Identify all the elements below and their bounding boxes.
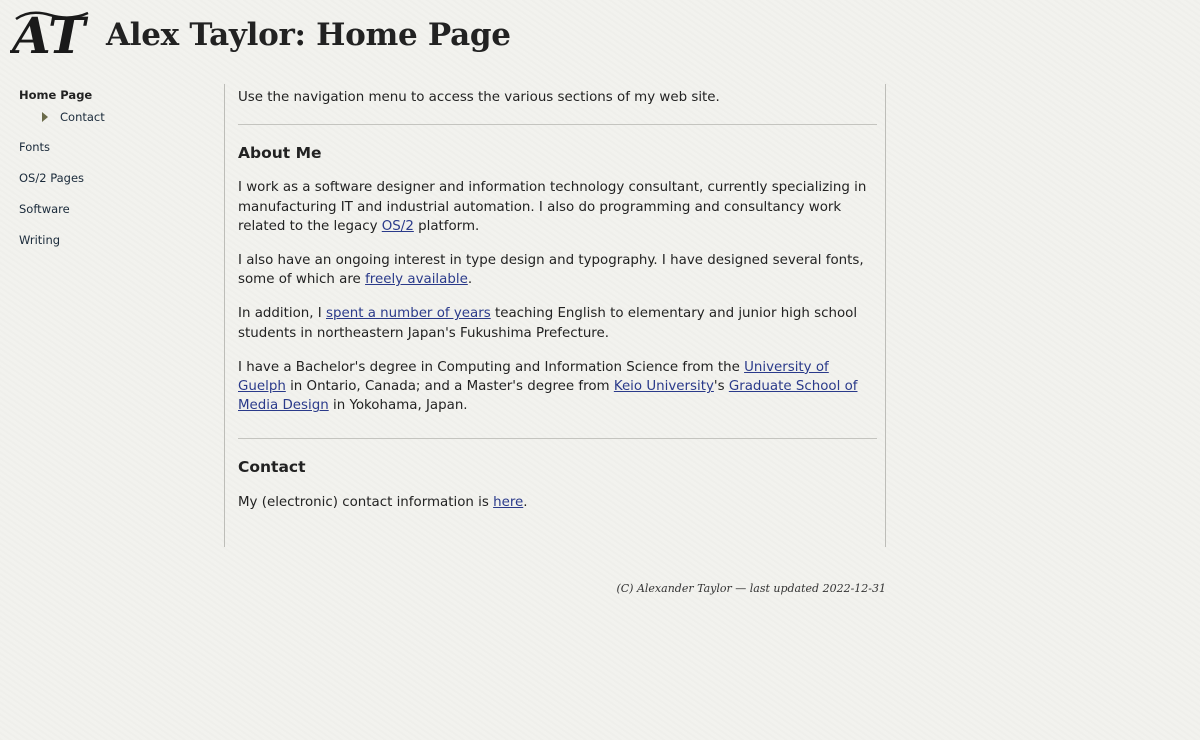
- contact-heading: Contact: [238, 458, 306, 477]
- sidebar-item-software[interactable]: Software: [19, 202, 70, 216]
- sidebar-item-os2-pages[interactable]: OS/2 Pages: [19, 171, 85, 185]
- about-p1-text: I work as a software designer and information technology consultant, currently specializing in manufacturing IT and industrial automation. I also do programming and consultancy work related to the legacy: [238, 180, 867, 234]
- intro-text: Use the navigation menu to access the various sections of my web site.: [238, 90, 720, 105]
- about-paragraph-1: [238, 178, 877, 236]
- at-monogram-logo: [10, 7, 92, 61]
- sidebar-item-home-page[interactable]: Home Page: [19, 88, 93, 102]
- page-title: Alex Taylor: Home Page: [106, 17, 511, 53]
- about-p3-tail: teaching English to elementary and junior high school students in northeastern Japan's Fukushima Prefecture.: [238, 306, 858, 341]
- spent-years-link[interactable]: spent a number of years: [326, 306, 491, 322]
- about-p2-text: I also have an ongoing interest in type design and typography. I have designed several fonts, some of which are: [238, 253, 864, 288]
- about-p1-tail: platform.: [413, 218, 480, 234]
- about-p3-text: In addition, I: [238, 306, 326, 322]
- about-p4-possessive: 's: [713, 379, 729, 395]
- about-paragraph-4: [238, 358, 877, 416]
- footer-copyright: (C) Alexander Taylor — last updated 2022-12-31: [616, 582, 886, 595]
- main-content: [224, 84, 886, 547]
- about-paragraph-2: [238, 251, 877, 289]
- contact-here-link[interactable]: here: [493, 494, 524, 510]
- sidebar-item-contact[interactable]: Contact: [60, 110, 105, 124]
- site-logo[interactable]: [10, 7, 92, 61]
- svg-text:AT: AT: [12, 7, 86, 61]
- freely-available-link[interactable]: freely available: [365, 272, 468, 288]
- os2-link[interactable]: OS/2: [381, 218, 414, 234]
- sidebar-item-fonts[interactable]: Fonts: [19, 140, 51, 154]
- sidebar-subitem-contact-row: [42, 110, 209, 124]
- university-of-guelph-link[interactable]: University of Guelph: [238, 359, 829, 395]
- about-p4-text: I have a Bachelor's degree in Computing and Information Science from the: [238, 359, 745, 375]
- keio-university-link[interactable]: Keio University: [613, 379, 714, 395]
- about-p4-tail: in Yokohama, Japan.: [328, 398, 468, 414]
- about-heading: About Me: [238, 144, 322, 163]
- about-p2-tail: .: [467, 272, 473, 288]
- triangle-right-icon: [42, 112, 48, 122]
- sidebar-item-writing[interactable]: Writing: [19, 233, 61, 247]
- contact-paragraph: [238, 493, 877, 512]
- sidebar-nav: [19, 88, 209, 264]
- contact-text: My (electronic) contact information is: [238, 494, 494, 510]
- graduate-school-link[interactable]: Graduate School of Media Design: [238, 379, 858, 414]
- about-p4-mid: in Ontario, Canada; and a Master's degree from: [285, 379, 614, 395]
- about-paragraph-3: [238, 304, 877, 342]
- contact-tail: .: [523, 494, 528, 510]
- site-header: [10, 6, 511, 62]
- section-divider: [238, 438, 877, 439]
- section-divider: [238, 124, 877, 125]
